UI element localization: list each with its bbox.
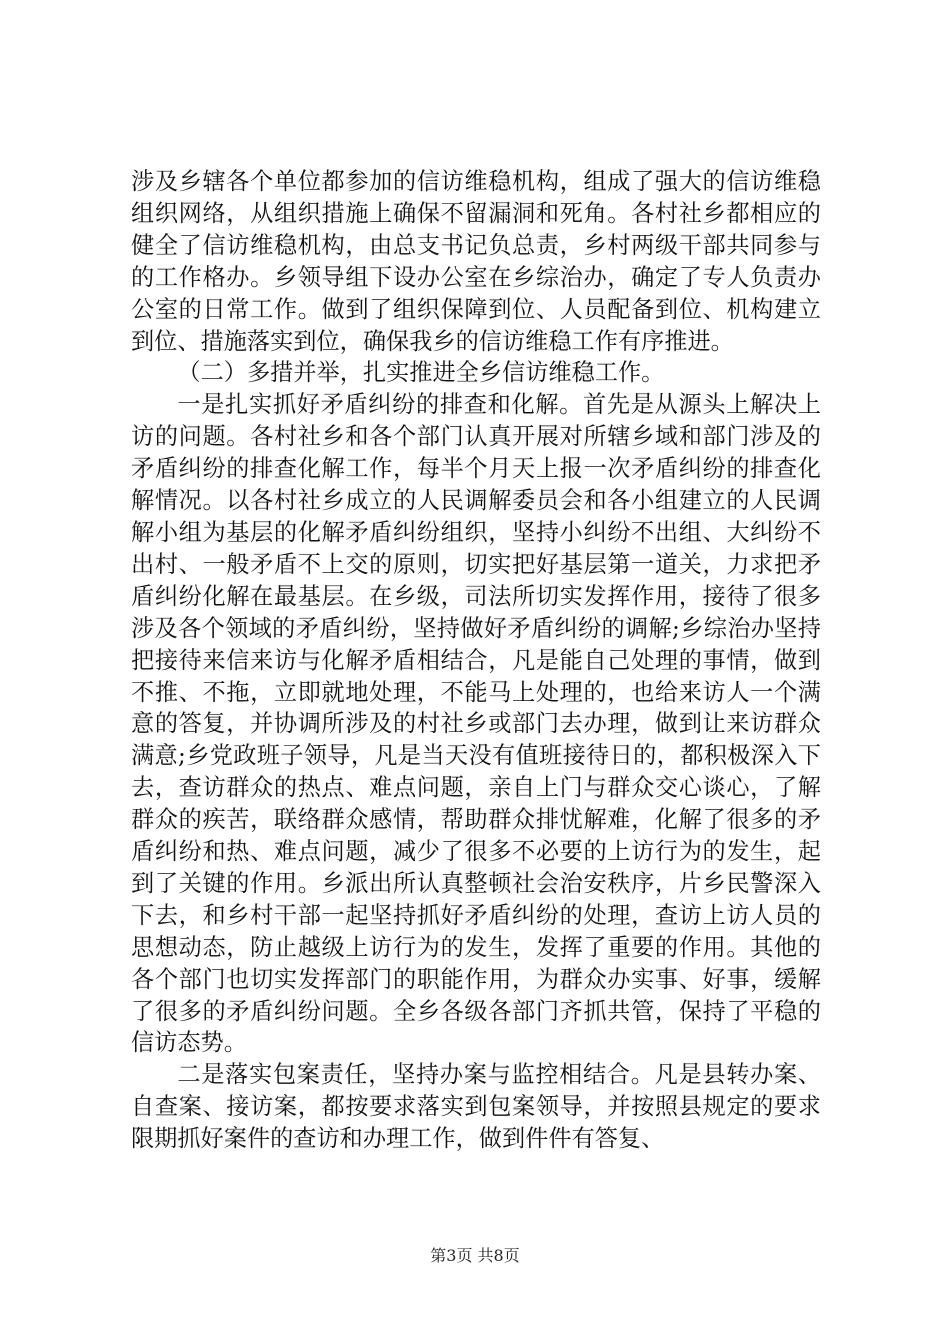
paragraph-2-heading: （二）多措并举，扎实推进全乡信访维稳工作。 (177, 359, 665, 387)
paragraph-1: 涉及乡辖各个单位都参加的信访维稳机构，组成了强大的信访维稳组织网络，从组织措施上确保不留漏洞和死角。各村社乡都相应的健全了信访维稳机构，由总支书记负总责，乡村两级干部共同参与的工作格办。乡领导组下设办公室在乡综治办，确定了专人负责办公室的日常工作。做到了组织保障到位、人员配备到位、机构建立到位、措施落实到位，确保我乡的信访维稳工作有序推进。 (131, 168, 821, 355)
page-number-footer: 第3页 共8页 (430, 1246, 520, 1265)
document-body (131, 166, 821, 1155)
paragraph-4: 二是落实包案责任，坚持办案与监控相结合。凡是县转办案、自查案、接访案，都按要求落实到包案领导，并按照县规定的要求限期抓好案件的查访和办理工作，做到件件有答复、 (131, 1061, 821, 1153)
paragraph-3: 一是扎实抓好矛盾纠纷的排查和化解。首先是从源头上解决上访的问题。各村社乡和各个部门认真开展对所辖乡域和部门涉及的矛盾纠纷的排查化解工作，每半个月天上报一次矛盾纠纷的排查化解情况。以各村社乡成立的人民调解委员会和各小组建立的人民调解小组为基层的化解矛盾纠纷组织，坚持小纠纷不出组、大纠纷不出村、一般矛盾不上交的原则，切实把好基层第一道关，力求把矛盾纠纷化解在最基层。在乡级，司法所切实发挥作用，接待了很多涉及各个领域的矛盾纠纷，坚持做好矛盾纠纷的调解;乡综治办坚持把接待来信来访与化解矛盾相结合，凡是能自己处理的事情，做到不推、不拖，立即就地处理，不能马上处理的，也给来访人一个满意的答复，并协调所涉及的村社乡或部门去办理，做到让来访群众满意;乡党政班子领导，凡是当天没有值班接待日的，都积极深入下去，查访群众的热点、难点问题，亲自上门与群众交心谈心，了解群众的疾苦，联络群众感情，帮助群众排忧解难，化解了很多的矛盾纠纷和热、难点问题，减少了很多不必要的上访行为的发生，起到了关键的作用。乡派出所认真整顿社会治安秩序，片乡民警深入下去，和乡村干部一起坚持抓好矛盾纠纷的处理，查访上访人员的思想动态，防止越级上访行为的发生，发挥了重要的作用。其他的各个部门也切实发挥部门的职能作用，为群众办实事、好事，缓解了很多的矛盾纠纷问题。全乡各级各部门齐抓共管，保持了平稳的信访态势。 (131, 391, 821, 1057)
